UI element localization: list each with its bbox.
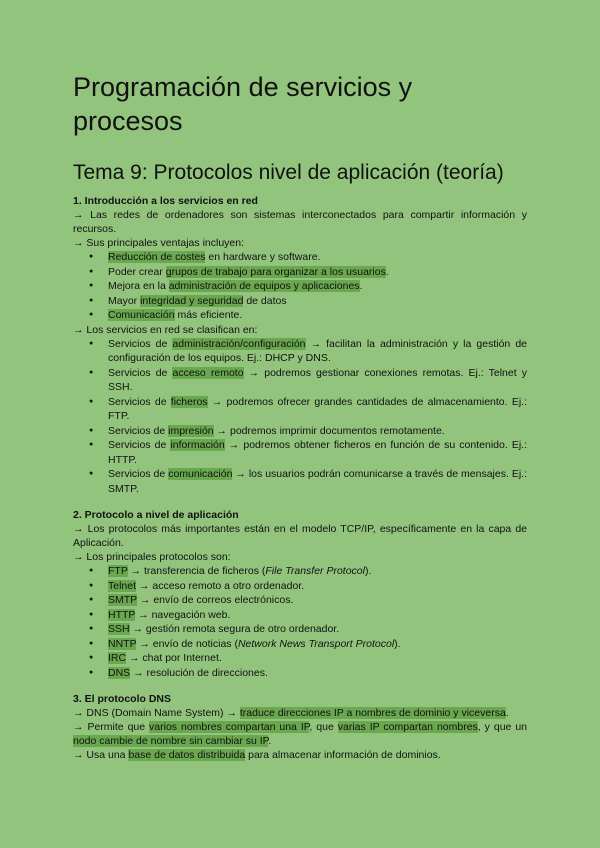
list-item: ● DNS → resolución de direcciones. bbox=[108, 666, 527, 681]
s2-protocols-intro: → Los principales protocolos son: bbox=[73, 551, 231, 563]
list-item: ● Servicios de información → podremos obtener ficheros en función de su contenido. Ej.: HTTP. bbox=[108, 438, 527, 467]
list-item: ● Servicios de ficheros → podremos ofrecer grandes cantidades de almacenamiento. Ej.: FTP. bbox=[108, 395, 527, 424]
list-item: ● Servicios de impresión → podremos imprimir documentos remotamente. bbox=[108, 424, 527, 439]
section-3 bbox=[73, 692, 527, 762]
s3-dns-database: → Usa una base de datos distribuida para almacenar información de dominios. bbox=[73, 749, 441, 761]
s1-classification-intro: → Los servicios en red se clasifican en: bbox=[73, 323, 258, 336]
list-item: ● FTP → transferencia de ficheros (File Transfer Protocol). bbox=[108, 564, 527, 579]
list-item: ● HTTP → navegación web. bbox=[108, 608, 527, 623]
list-item: ● Comunicación más eficiente. bbox=[108, 308, 527, 323]
s3-dns-definition: → DNS (Domain Name System) → traduce direcciones IP a nombres de dominio y viceversa. bbox=[73, 707, 509, 719]
s3-dns-features: → Permite que varios nombres compartan una IP, que varias IP compartan nombres, y que un nodo cambie de nombre sin cambiar su IP. bbox=[73, 721, 528, 747]
list-item: ● Poder crear grupos de trabajo para organizar a los usuarios. bbox=[108, 265, 527, 280]
list-item: ● Servicios de administración/configuración → facilitan la administración y la gestión de configuración de los equipos. Ej.: DHCP y DNS. bbox=[108, 337, 527, 366]
section-1-heading: 1. Introducción a los servicios en red bbox=[73, 195, 258, 207]
list-item: ● NNTP → envío de noticias (Network News Transport Protocol). bbox=[108, 637, 527, 652]
section-1 bbox=[73, 194, 527, 496]
list-item: ● Servicios de comunicación → los usuarios podrán comunicarse a través de mensajes. Ej.: SMTP. bbox=[108, 467, 527, 496]
list-item: ● IRC → chat por Internet. bbox=[108, 651, 527, 666]
list-item: ● Mayor integridad y seguridad de datos bbox=[108, 294, 527, 309]
s2-intro: → Los protocolos más importantes están en el modelo TCP/IP, específicamente en la capa de Aplicación. bbox=[73, 523, 527, 549]
section-2 bbox=[73, 508, 527, 680]
document-title: Programación de servicios y procesos bbox=[73, 72, 413, 136]
list-item: ● Telnet → acceso remoto a otro ordenador. bbox=[108, 579, 527, 594]
protocols-list bbox=[73, 564, 527, 680]
section-2-heading: 2. Protocolo a nivel de aplicación bbox=[73, 509, 239, 521]
s1-advantages-intro: → Sus principales ventajas incluyen: bbox=[73, 237, 245, 249]
advantages-list bbox=[73, 250, 527, 323]
services-list bbox=[73, 337, 527, 497]
section-3-heading: 3. El protocolo DNS bbox=[73, 693, 172, 705]
document-subtitle: Tema 9: Protocolos nivel de aplicación (teoría) bbox=[73, 161, 504, 184]
list-item: ● Reducción de costes en hardware y software. bbox=[108, 250, 527, 265]
list-item: ● SMTP → envío de correos electrónicos. bbox=[108, 593, 527, 608]
list-item: ● Servicios de acceso remoto → podremos gestionar conexiones remotas. Ej.: Telnet y SSH. bbox=[108, 366, 527, 395]
list-item: ● Mejora en la administración de equipos y aplicaciones. bbox=[108, 279, 527, 294]
list-item: ● SSH → gestión remota segura de otro ordenador. bbox=[108, 622, 527, 637]
s1-intro: → Las redes de ordenadores son sistemas interconectados para compartir información y recursos. bbox=[73, 209, 527, 235]
